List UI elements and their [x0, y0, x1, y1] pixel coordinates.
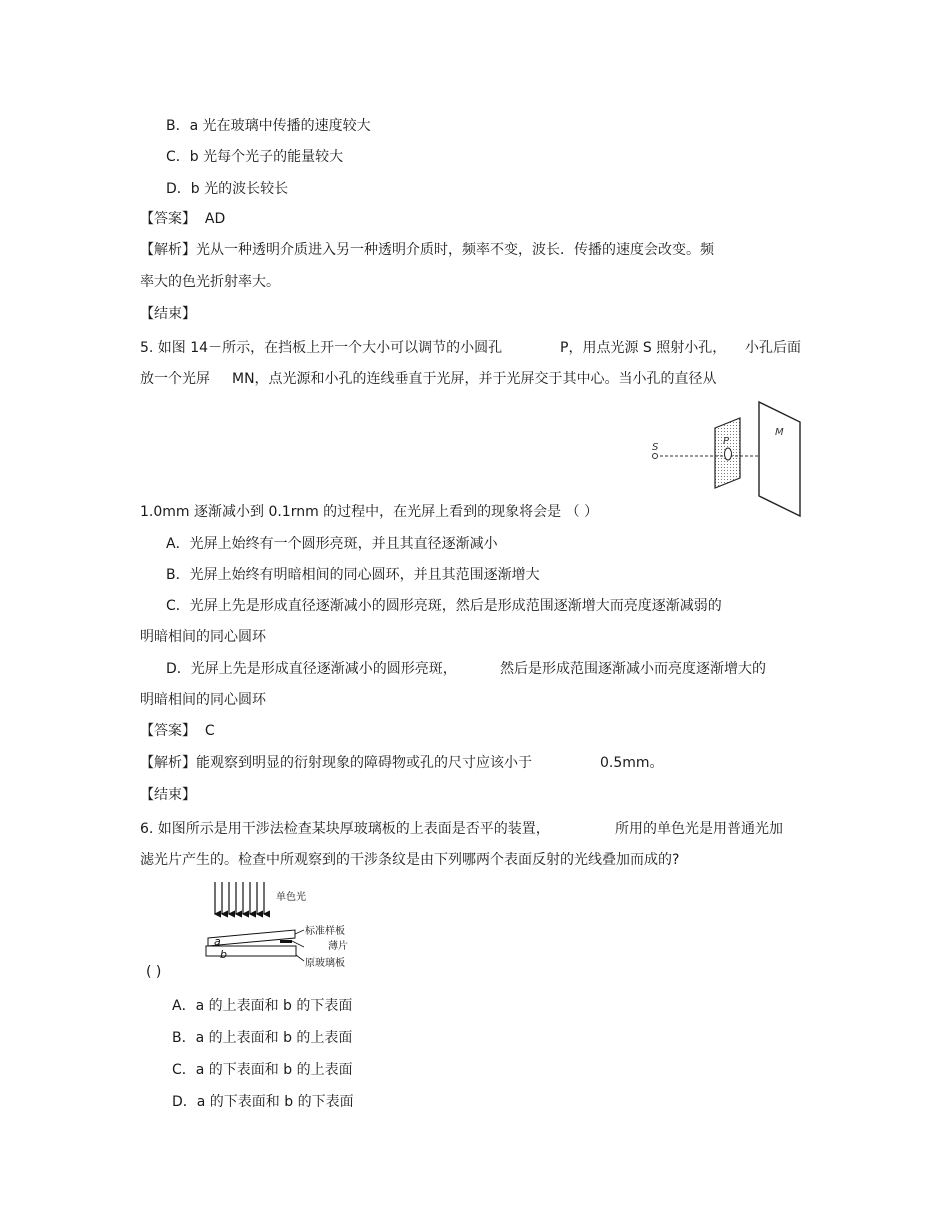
q5-stem-1b: P，用点光源 S 照射小孔，: [560, 340, 727, 356]
light-arrows: [215, 882, 264, 914]
label-a: a: [214, 935, 221, 948]
q4-option-b: B．a 光在玻璃中传播的速度较大: [166, 118, 371, 134]
label-m: M: [775, 427, 784, 438]
label-glass-plate: 原玻璃板: [305, 958, 345, 969]
q5-option-b: B．光屏上始终有明暗相间的同心圆环，并且其范围逐渐增大: [166, 567, 540, 583]
q6-option-a: A．a 的上表面和 b 的下表面: [172, 998, 353, 1014]
q6-option-b: B．a 的上表面和 b 的上表面: [172, 1030, 353, 1046]
q5-stem-1a: 5. 如图 14－所示，在挡板上开一个大小可以调节的小圆孔: [140, 340, 503, 356]
answer-label: 【答案】: [140, 211, 196, 227]
light-screen: [759, 402, 800, 516]
q4-option-d: D．b 光的波长较长: [166, 181, 289, 197]
thin-slip: [280, 940, 292, 943]
q4-analysis-line2: 率大的色光折射率大。: [140, 274, 280, 290]
q5-stem-1c: 小孔后面: [745, 340, 801, 356]
answer-value: AD: [204, 211, 226, 227]
q5-analysis-b: 0.5mm。: [600, 755, 664, 771]
q6-interference-figure: [200, 878, 370, 972]
q5-option-d-line1a: D．光屏上先是形成直径逐渐减小的圆形亮斑，: [166, 661, 457, 677]
q4-analysis-line1: 【解析】光从一种透明介质进入另一种透明介质时，频率不变，波长．传播的速度会改变。频: [140, 242, 714, 258]
pinhole: [725, 448, 732, 460]
standard-plate: [208, 930, 295, 946]
q5-stem-2b: MN，点光源和小孔的连线垂直于光屏，并于光屏交于其中心。当小孔的直径从: [232, 371, 717, 387]
q5-analysis-a: 【解析】能观察到明显的衍射现象的障碍物或孔的尺寸应该小于: [140, 755, 532, 771]
q6-option-c: C．a 的下表面和 b 的上表面: [172, 1062, 353, 1078]
q5-option-d-line1b: 然后是形成范围逐渐减小而亮度逐渐增大的: [500, 661, 766, 677]
q5-option-a: A．光屏上始终有一个圆形亮斑，并且其直径逐渐减小: [166, 536, 498, 552]
answer-value: C: [204, 723, 215, 739]
label-standard-plate: 标准样板: [305, 926, 345, 937]
q5-end: 【结束】: [140, 787, 196, 803]
light-source: [653, 454, 658, 459]
q4-end: 【结束】: [140, 306, 196, 322]
q5-option-c-line2: 明暗相间的同心圆环: [140, 629, 266, 645]
q6-blank: ( ): [146, 964, 162, 980]
q4-answer: [140, 210, 225, 228]
label-s: S: [652, 442, 659, 453]
answer-label: 【答案】: [140, 723, 196, 739]
q6-stem-1b: 所用的单色光是用普通光加: [615, 821, 783, 837]
label-b: b: [220, 948, 227, 961]
label-thin-slip: 薄片: [328, 941, 348, 952]
label-monochromatic: 单色光: [276, 892, 306, 903]
label-p: P: [723, 436, 730, 447]
q6-stem-2: 滤光片产生的。检查中所观察到的干涉条纹是由下列哪两个表面反射的光线叠加而成的?: [140, 852, 680, 868]
q5-answer: [140, 722, 215, 740]
q5-option-c-line1: C．光屏上先是形成直径逐渐减小的圆形亮斑，然后是形成范围逐渐增大而亮度逐渐减弱的: [166, 598, 722, 614]
q4-option-c: C．b 光每个光子的能量较大: [166, 149, 344, 165]
q5-stem-2a: 放一个光屏: [140, 371, 210, 387]
q5-option-d-line2: 明暗相间的同心圆环: [140, 692, 266, 708]
q5-stem-3: 1.0mm 逐渐减小到 0.1rnm 的过程中，在光屏上看到的现象将会是 （ ）: [140, 504, 599, 520]
q6-option-d: D．a 的下表面和 b 的下表面: [172, 1094, 354, 1110]
q5-pinhole-figure: [645, 400, 810, 518]
q6-stem-1a: 6. 如图所示是用干涉法检查某块厚玻璃板的上表面是否平的装置，: [140, 821, 550, 837]
